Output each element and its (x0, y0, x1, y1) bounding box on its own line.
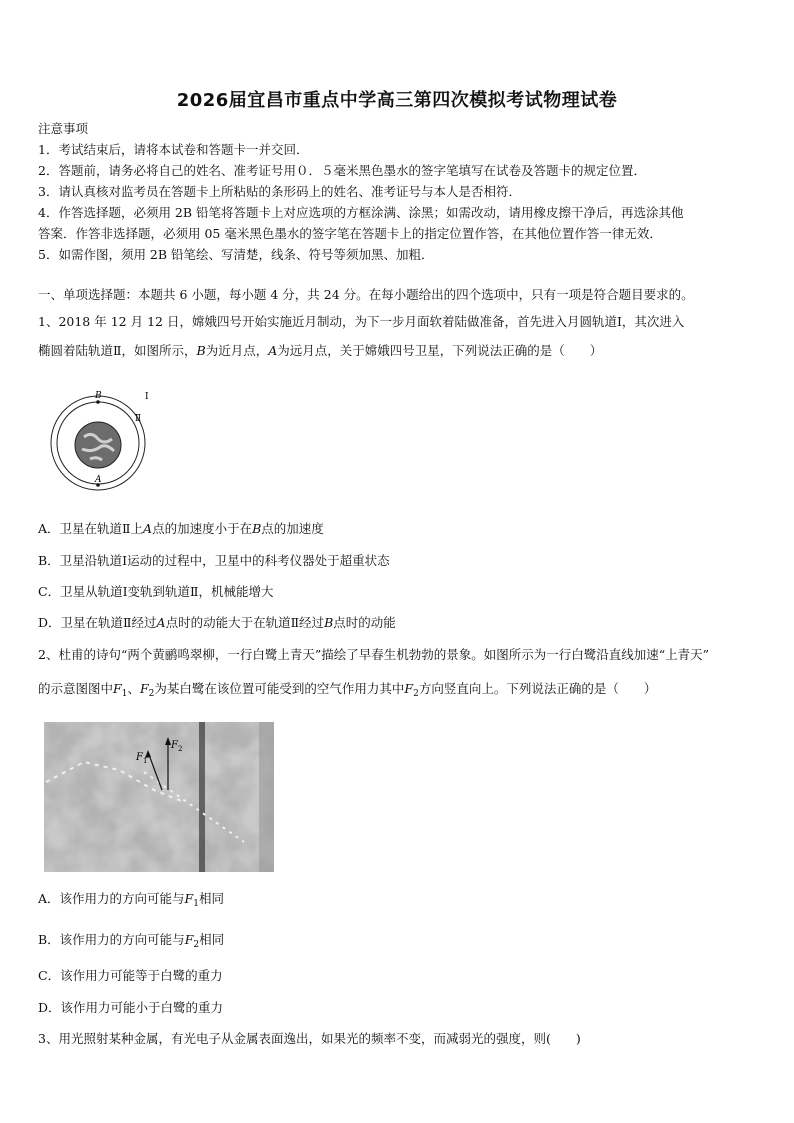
notice-item: 5．如需作图，须用 2B 铅笔绘、写清楚，线条、符号等须加黑、加粗． (38, 247, 434, 262)
option-c: C．该作用力可能等于白鹭的重力 (38, 968, 223, 983)
stem-text: 为某白鹭在该位置可能受到的空气作用力其中 (154, 681, 405, 696)
option-text: 点的加速度小于在 (152, 521, 253, 536)
point-label: B (196, 343, 206, 358)
option-text: D．卫星在轨道Ⅱ经过 (38, 615, 157, 630)
label-f2-sub: 2 (178, 745, 183, 753)
notice-item: 1．考试结束后，请将本试卷和答题卡一并交回． (38, 142, 309, 157)
orbit-diagram (48, 385, 158, 495)
stem-text: 、 (127, 681, 140, 696)
option-text: A．该作用力的方向可能与 (38, 891, 185, 906)
option-a (38, 521, 324, 537)
option-text: B．该作用力的方向可能与 (38, 932, 185, 947)
egret-photo (44, 722, 274, 872)
option-text: 相同 (198, 891, 224, 906)
force-subscript: 2 (193, 940, 200, 950)
point-label: B (252, 521, 262, 536)
force-subscript: 2 (148, 689, 155, 699)
label-f2: F (171, 740, 178, 751)
notice-item: 3．请认真核对监考员在答题卡上所粘贴的条形码上的姓名、准考证号与本人是否相符． (38, 184, 521, 199)
stem-text: 为近月点， (205, 343, 269, 358)
label-f1: F (136, 752, 143, 763)
force-subscript: 1 (193, 899, 199, 909)
point-label: A (143, 521, 153, 536)
question-3-stem: 3、用光照射某种金属，有光电子从金属表面逸出，如果光的频率不变，而减弱光的强度，则( ) (38, 1031, 581, 1046)
label-orbit-1: Ⅰ (145, 392, 149, 402)
option-b (38, 932, 224, 953)
label-b: B (95, 391, 102, 401)
force-symbol: F (404, 681, 414, 696)
notice-item: 2．答题前，请务必将自己的姓名、准考证号用０．５毫米黑色墨水的签字笔填写在试卷及答题卡的规定位置． (38, 163, 646, 178)
point-label: B (324, 615, 334, 630)
force-symbol: F (184, 891, 194, 906)
force-symbol: F (184, 932, 194, 947)
question-1-stem: 1、2018 年 12 月 12 日，嫦娥四号开始实施近月制动，为下一步月面软着陆做准备，首先进入月圆轨道Ⅰ，其次进入 (38, 314, 685, 329)
label-a: A (95, 475, 102, 485)
point-label: A (268, 343, 278, 358)
option-c: C．卫星从轨道Ⅰ变轨到轨道Ⅱ，机械能增大 (38, 584, 274, 599)
question-2-stem: 2、杜甫的诗句“两个黄鹂鸣翠柳，一行白鹭上青天”描绘了早春生机勃勃的景象。如图所示为一行白鹭沿直线加速“上青天” (38, 647, 710, 662)
option-text: 相同 (199, 932, 225, 947)
option-text: A．卫星在轨道Ⅱ上 (38, 521, 144, 536)
label-orbit-2: Ⅱ (135, 414, 142, 424)
option-a (38, 891, 224, 912)
force-subscript: 1 (121, 689, 128, 699)
option-text: 点的加速度 (261, 521, 324, 536)
question-1-stem-cont (38, 343, 602, 359)
question-2-stem-cont (38, 681, 656, 702)
stem-text: 椭圆着陆轨道Ⅱ，如图所示， (38, 343, 197, 358)
label-f1-sub: 1 (143, 757, 148, 765)
force-subscript: 2 (413, 689, 419, 699)
stem-text: 的示意图图中 (38, 681, 114, 696)
option-text: 点时的动能 (333, 615, 396, 630)
option-d: D．该作用力可能小于白鹭的重力 (38, 1000, 224, 1015)
force-symbol: F (113, 681, 122, 696)
moon-icon (75, 422, 121, 468)
notice-heading: 注意事项 (38, 121, 89, 136)
stem-text: 方向竖直向上。下列说法正确的是（ ） (418, 681, 657, 696)
option-d (38, 615, 396, 631)
notice-item: 答案．作答非选择题，必须用 05 毫米黑色墨水的签字笔在答题卡上的指定位置作答，在其他位置作答一律无效． (38, 226, 662, 241)
option-text: 点时的动能大于在轨道Ⅱ经过 (165, 615, 325, 630)
point-label: A (156, 615, 166, 630)
section-heading: 一、单项选择题：本题共 6 小题，每小题 4 分，共 24 分。在每小题给出的四个选项中，只有一项是符合题目要求的。 (38, 287, 694, 302)
page-title: 2026届宜昌市重点中学高三第四次模拟考试物理试卷 (176, 90, 618, 111)
option-b: B．卫星沿轨道Ⅰ运动的过程中，卫星中的科考仪器处于超重状态 (38, 553, 390, 568)
force-symbol: F (139, 681, 149, 696)
notice-item: 4．作答选择题，必须用 2B 铅笔将答题卡上对应选项的方框涂满、涂黑；如需改动，请用橡皮擦干净后，再选涂其他 (38, 205, 684, 220)
stem-text: 为远月点，关于嫦娥四号卫星，下列说法正确的是（ ） (277, 343, 603, 358)
